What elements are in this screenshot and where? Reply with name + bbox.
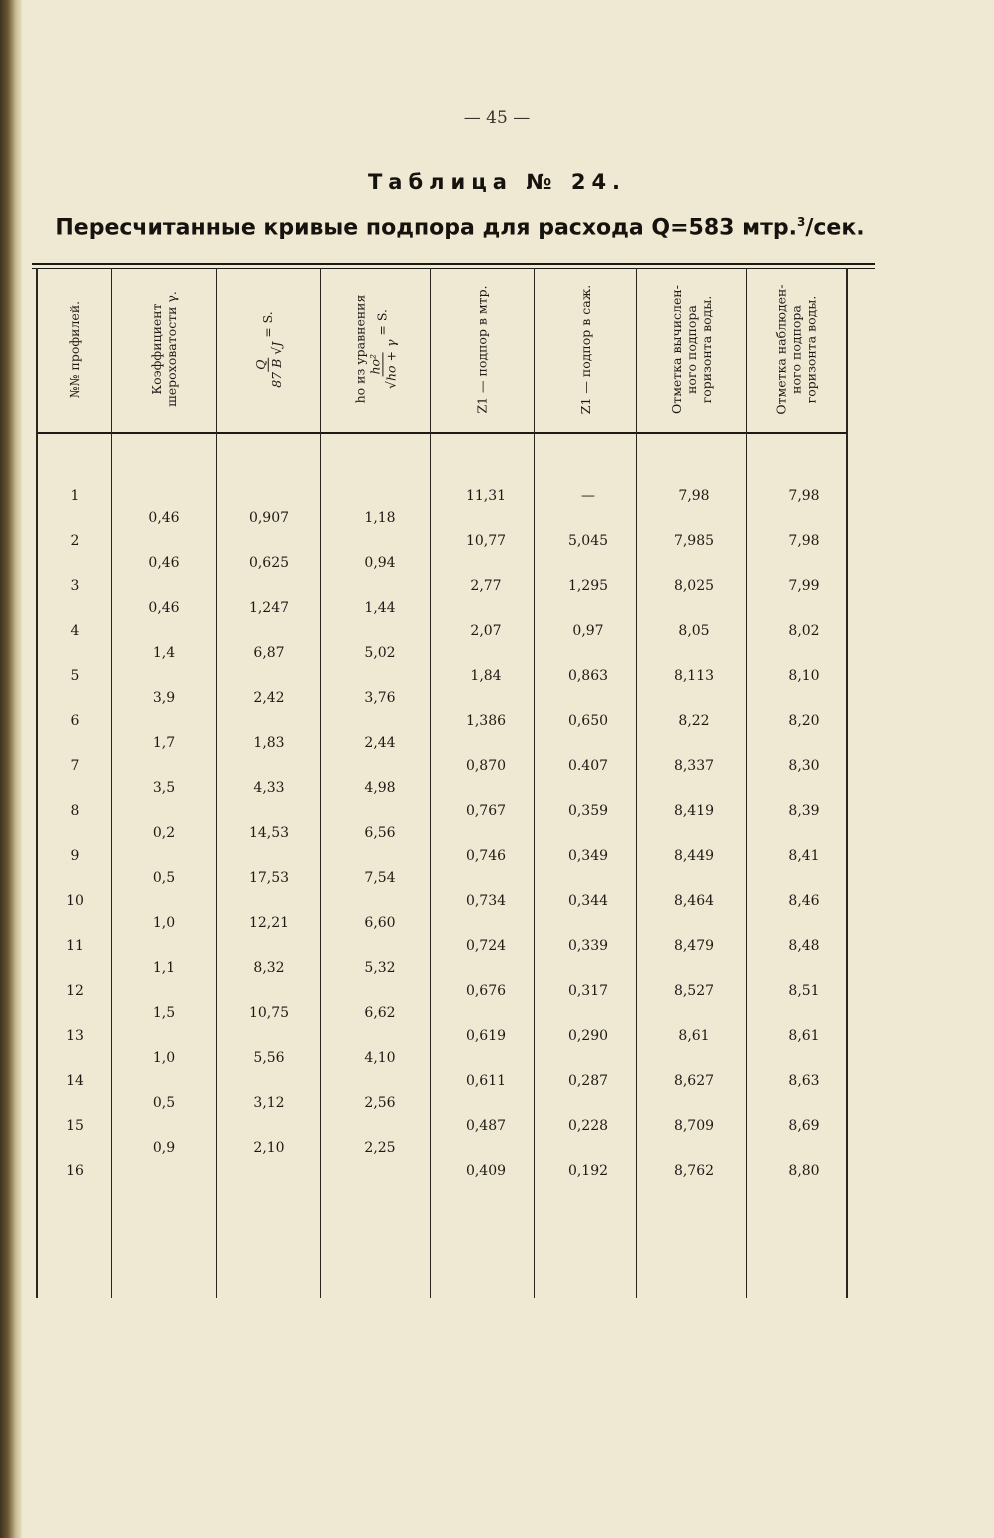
z-meters-cell: 0,409 [465,1163,507,1179]
z-sazhen-cell: 0,650 [567,713,609,729]
obs-level-cell: 8,41 [788,848,820,864]
calc-level-cell: 8,709 [673,1118,715,1134]
roughness-cell: 0,46 [148,555,180,571]
profile-cell: 13 [66,1028,84,1044]
z-meters-cell: 11,31 [465,488,507,504]
header-text: горизонта воды. [699,295,715,403]
z-meters-cell: 0,611 [465,1073,507,1089]
profile-cell: 4 [70,623,80,639]
calc-level-cell: 8,449 [673,848,715,864]
obs-level-cell: 8,80 [788,1163,820,1179]
profile-cell: 9 [70,848,80,864]
z-sazhen-cell: 0.407 [567,758,609,774]
z-meters-cell: 1,386 [465,713,507,729]
s-value-cell: 0,907 [248,510,290,526]
header-bottom-rule [38,432,846,434]
header-ho [321,268,430,430]
header-profiles [38,268,111,430]
s-value-cell: 5,56 [253,1050,285,1066]
ho-value-cell: 2,25 [364,1140,396,1156]
header-text: Z1 — подпор в мтр. [475,284,491,414]
z-sazhen-cell: 0,192 [567,1163,609,1179]
z-sazhen-cell: 0,863 [567,668,609,684]
subtitle-text: Пересчитанные кривые подпора для расхода Q=583 мтр. [55,215,797,241]
profile-cell: 16 [66,1163,84,1179]
book-spine [0,0,22,1538]
header-text: Z1 — подпор в саж. [578,284,594,414]
s-value-cell: 2,10 [253,1140,285,1156]
header-text: шероховатости γ. [164,291,179,407]
ho-value-cell: 6,60 [364,915,396,931]
z-meters-cell: 0,619 [465,1028,507,1044]
z-sazhen-cell: 0,97 [572,623,604,639]
profile-cell: 6 [70,713,80,729]
ho-value-cell: 5,32 [364,960,396,976]
z-meters-cell: 0,724 [465,938,507,954]
formula-denominator: 87 B √J [269,341,284,388]
obs-level-cell: 8,61 [788,1028,820,1044]
obs-level-cell: 7,98 [788,488,820,504]
ho-value-cell: 3,76 [364,690,396,706]
z-meters-cell: 0,487 [465,1118,507,1134]
obs-level-cell: 8,20 [788,713,820,729]
s-value-cell: 10,75 [248,1005,290,1021]
s-value-cell: 3,12 [253,1095,285,1111]
z-sazhen-cell: 5,045 [567,533,609,549]
formula-rhs: = S. [260,310,275,342]
z-sazhen-cell: 0,290 [567,1028,609,1044]
calc-level-cell: 8,527 [673,983,715,999]
roughness-cell: 0,5 [152,870,176,886]
calc-level-cell: 8,113 [673,668,715,684]
table-top-rule [32,263,875,265]
roughness-cell: 3,5 [152,780,176,796]
formula-numerator: Q [253,359,268,370]
calc-level-cell: 8,419 [673,803,715,819]
profile-cell: 8 [70,803,80,819]
roughness-cell: 0,9 [152,1140,176,1156]
z-sazhen-cell: 0,228 [567,1118,609,1134]
profile-cell: 15 [66,1118,84,1134]
s-value-cell: 6,87 [253,645,285,661]
roughness-cell: 3,9 [152,690,176,706]
z-meters-cell: 0,746 [465,848,507,864]
s-value-cell: 4,33 [253,780,285,796]
header-text: Коэффициент [149,303,164,395]
roughness-cell: 1,1 [152,960,176,976]
profile-cell: 1 [70,488,80,504]
z-sazhen-cell: 1,295 [567,578,609,594]
profile-cell: 11 [66,938,84,954]
profile-cell: 12 [66,983,84,999]
roughness-cell: 1,4 [152,645,176,661]
calc-level-cell: 8,025 [673,578,715,594]
header-text: №№ профилей. [67,300,82,398]
obs-level-cell: 7,99 [788,578,820,594]
header-z-meters [431,268,534,430]
ho-value-cell: 5,02 [364,645,396,661]
table-title: Таблица № 24. [367,170,627,194]
roughness-cell: 0,5 [152,1095,176,1111]
profile-cell: 7 [70,758,80,774]
calc-level-cell: 7,98 [678,488,710,504]
obs-level-cell: 8,30 [788,758,820,774]
formula-denominator: √ho + γ [383,339,399,389]
calc-level-cell: 8,05 [678,623,710,639]
obs-level-cell: 8,10 [788,668,820,684]
calc-level-cell: 8,464 [673,893,715,909]
ho-value-cell: 1,18 [364,510,396,526]
formula-fraction [253,341,284,387]
header-calc-level [637,268,746,430]
table-right-border [846,268,848,1298]
z-meters-cell: 0,767 [465,803,507,819]
obs-level-cell: 8,02 [788,623,820,639]
z-sazhen-cell: 0,344 [567,893,609,909]
header-text: ного подпора [789,304,804,394]
header-s-formula [217,268,320,430]
obs-level-cell: 8,39 [788,803,820,819]
z-sazhen-cell: — [581,488,595,504]
ho-value-cell: 7,54 [364,870,396,886]
s-value-cell: 12,21 [248,915,290,931]
s-value-cell: 1,83 [253,735,285,751]
ho-value-cell: 1,44 [364,600,396,616]
s-value-cell: 17,53 [248,870,290,886]
ho-value-cell: 6,56 [364,825,396,841]
z-sazhen-cell: 0,287 [567,1073,609,1089]
z-sazhen-cell: 0,317 [567,983,609,999]
z-meters-cell: 0,734 [465,893,507,909]
profile-cell: 3 [70,578,80,594]
calc-level-cell: 8,337 [673,758,715,774]
roughness-cell: 1,0 [152,915,176,931]
subtitle-tail: /сек. [805,215,865,241]
ho-value-cell: 4,10 [364,1050,396,1066]
header-text: ho из уравнения [352,294,368,404]
header-text: горизонта воды. [804,295,819,403]
calc-level-cell: 7,985 [673,533,715,549]
calc-level-cell: 8,762 [673,1163,715,1179]
ho-value-cell: 2,56 [364,1095,396,1111]
z-meters-cell: 0,870 [465,758,507,774]
obs-level-cell: 8,51 [788,983,820,999]
obs-level-cell: 8,69 [788,1118,820,1134]
formula-rhs: = S. [374,309,390,340]
ho-value-cell: 0,94 [364,555,396,571]
z-sazhen-cell: 0,359 [567,803,609,819]
roughness-cell: 0,46 [148,510,180,526]
profile-cell: 10 [66,893,84,909]
obs-level-cell: 8,46 [788,893,820,909]
roughness-cell: 0,2 [152,825,176,841]
calc-level-cell: 8,61 [678,1028,710,1044]
z-meters-cell: 1,84 [470,668,502,684]
roughness-cell: 1,7 [152,735,176,751]
ho-value-cell: 4,98 [364,780,396,796]
z-sazhen-cell: 0,339 [567,938,609,954]
roughness-cell: 0,46 [148,600,180,616]
s-value-cell: 8,32 [253,960,285,976]
profile-cell: 2 [70,533,80,549]
header-roughness [112,268,216,430]
formula-numerator: ho² [367,353,383,375]
profile-cell: 5 [70,668,80,684]
profile-cell: 14 [66,1073,84,1089]
page-number: — 45 — [463,108,531,128]
z-meters-cell: 2,07 [470,623,502,639]
s-value-cell: 0,625 [248,555,290,571]
ho-value-cell: 6,62 [364,1005,396,1021]
calc-level-cell: 8,479 [673,938,715,954]
ho-value-cell: 2,44 [364,735,396,751]
header-text: Отметка наблюден- [774,283,789,415]
z-meters-cell: 2,77 [470,578,502,594]
s-value-cell: 2,42 [253,690,285,706]
header-text: ного подпора [684,304,700,394]
subtitle-superscript: 3 [796,215,806,229]
header-z-sazhen [535,268,636,430]
table-subtitle [30,215,890,240]
roughness-cell: 1,5 [152,1005,176,1021]
calc-level-cell: 8,22 [678,713,710,729]
formula-fraction [367,340,398,389]
s-value-cell: 1,247 [248,600,290,616]
s-value-cell: 14,53 [248,825,290,841]
z-meters-cell: 0,676 [465,983,507,999]
z-meters-cell: 10,77 [465,533,507,549]
calc-level-cell: 8,627 [673,1073,715,1089]
header-text: Отметка вычислен- [669,284,685,414]
obs-level-cell: 8,48 [788,938,820,954]
roughness-cell: 1,0 [152,1050,176,1066]
z-sazhen-cell: 0,349 [567,848,609,864]
obs-level-cell: 7,98 [788,533,820,549]
obs-level-cell: 8,63 [788,1073,820,1089]
header-obs-level [747,268,846,430]
